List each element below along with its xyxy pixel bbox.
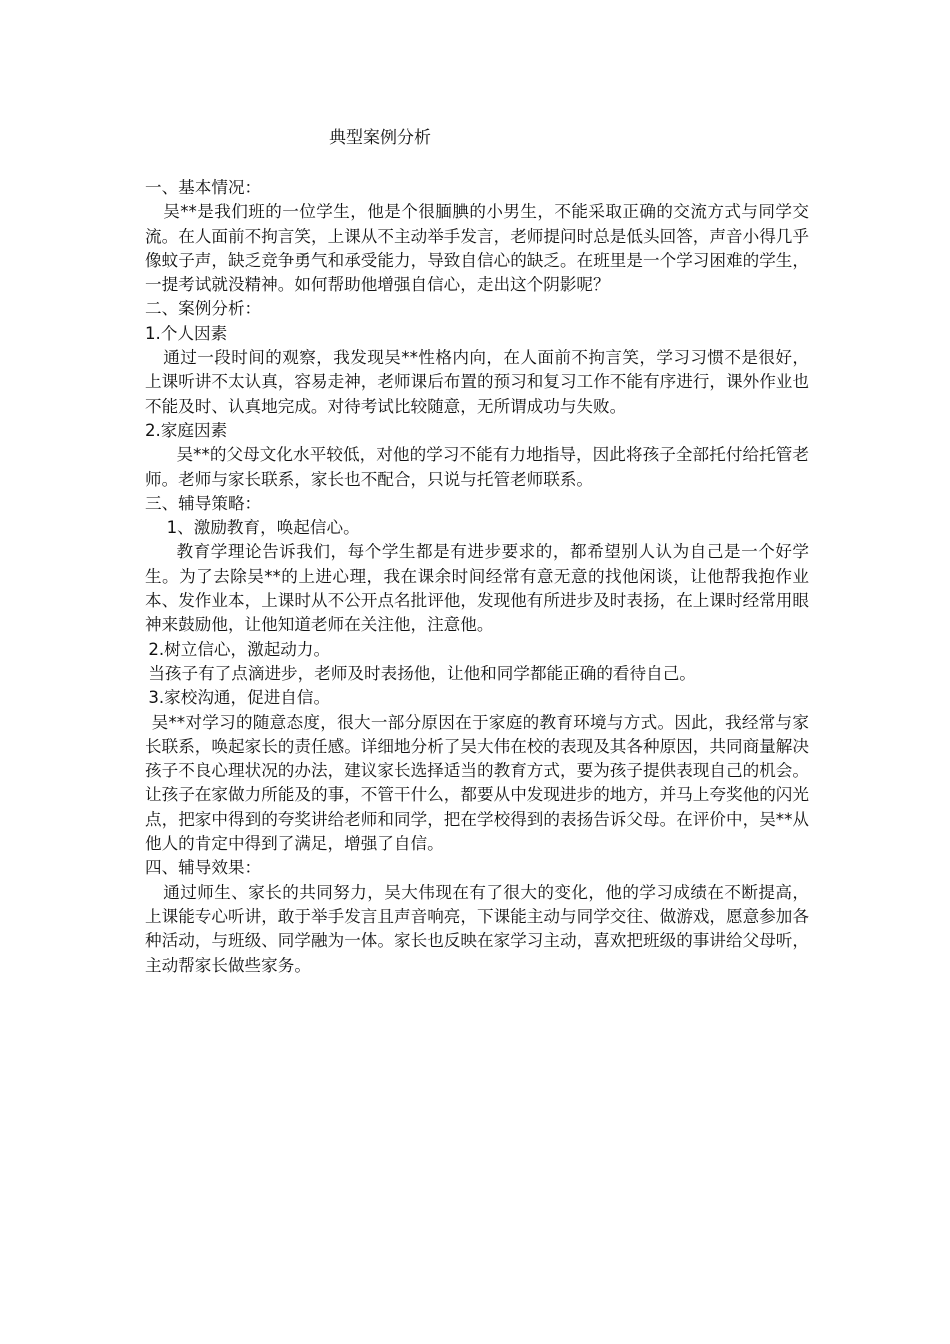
- paragraph-strategy-1: 教育学理论告诉我们，每个学生都是有进步要求的，都希望别人认为自己是一个好学生。为了去除吴**的上进心理，我在课余时间经常有意无意的找他闲谈，让他帮我抱作业本、发作业本，上课时从不公开点名批评他，发现他有所进步及时表扬，在上课时经常用眼神来鼓励他，让他知道老师在关注他，注意他。: [145, 542, 809, 635]
- paragraph-family-factors: 吴**的父母文化水平较低，对他的学习不能有力地指导，因此将孩子全部托付给托管老师。老师与家长联系，家长也不配合，只说与托管老师联系。: [145, 445, 809, 489]
- section-heading-case-analysis: 二、案例分析：: [145, 299, 262, 319]
- subheading-strategy-3: 3.家校沟通，促进自信。: [148, 688, 331, 708]
- section-heading-results: 四、辅导效果：: [145, 858, 262, 878]
- document-body: [145, 176, 809, 978]
- paragraph-personal-factors: 通过一段时间的观察，我发现吴**性格内向，在人面前不拘言笑，学习习惯不是很好，上课听讲不太认真，容易走神，老师课后布置的预习和复习工作不能有序进行，课外作业也不能及时、认真地完成。对待考试比较随意，无所谓成功与失败。: [145, 348, 809, 416]
- subheading-strategy-1: 1、激励教育，唤起信心。: [166, 518, 360, 538]
- document-title: 典型案例分析: [329, 128, 431, 148]
- subheading-personal-factors: 1.个人因素: [145, 323, 228, 343]
- section-heading-basic-info: 一、基本情况：: [145, 178, 262, 197]
- paragraph-strategy-2: 当孩子有了点滴进步，老师及时表扬他，让他和同学都能正确的看待自己。: [148, 663, 696, 683]
- subheading-strategy-2: 2.树立信心，激起动力。: [148, 639, 331, 659]
- paragraph-results: 通过师生、家长的共同努力，吴大伟现在有了很大的变化，他的学习成绩在不断提高，上课能专心听讲，敢于举手发言且声音响亮，下课能主动与同学交往、做游戏，愿意参加各种活动，与班级、同学融为一体。家长也反映在家学习主动，喜欢把班级的事讲给父母听，主动帮家长做些家务。: [145, 882, 809, 975]
- paragraph-strategy-3: 吴**对学习的随意态度，很大一部分原因在于家庭的教育环境与方式。因此，我经常与家长联系，唤起家长的责任感。详细地分析了吴大伟在校的表现及其各种原因，共同商量解决孩子不良心理状况的办法，建议家长选择适当的教育方式，要为孩子提供表现自己的机会。让孩子在家做力所能及的事，不管干什么，都要从中发现进步的地方，并马上夸奖他的闪光点，把家中得到的夸奖讲给老师和同学，把在学校得到的表扬告诉父母。在评价中，吴**从他人的肯定中得到了满足，增强了自信。: [145, 712, 809, 854]
- subheading-family-factors: 2.家庭因素: [145, 420, 228, 440]
- section-heading-strategies: 三、辅导策略：: [145, 493, 262, 513]
- paragraph-basic-info: 吴**是我们班的一位学生，他是个很腼腆的小男生，不能采取正确的交流方式与同学交流。在人面前不拘言笑，上课从不主动举手发言，老师提问时总是低头回答，声音小得几乎像蚊子声，缺乏竞争勇气和承受能力，导致自信心的缺乏。在班里是一个学习困难的学生，一提考试就没精神。如何帮助他增强自信心，走出这个阴影呢？: [145, 202, 809, 295]
